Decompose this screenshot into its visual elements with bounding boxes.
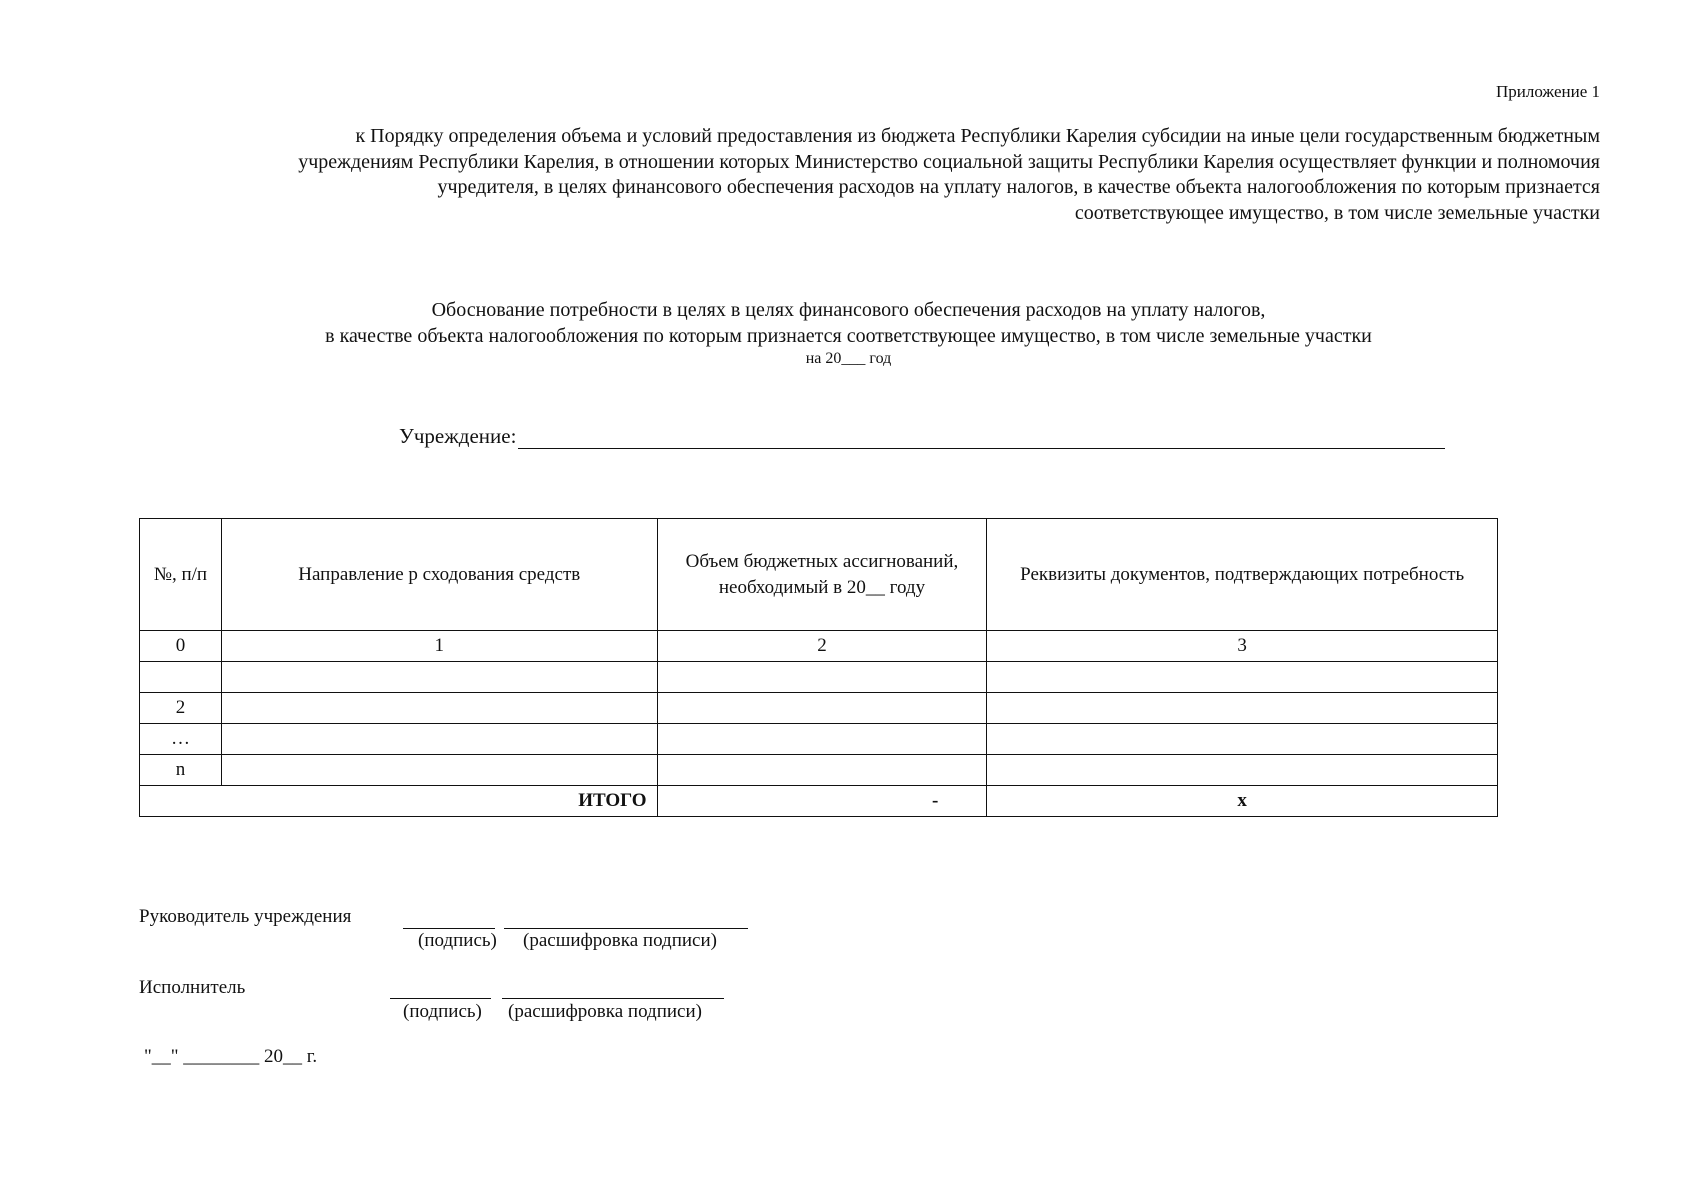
table-cell xyxy=(987,662,1498,693)
annex-text-line: соответствующее имущество, в том числе земельные участки xyxy=(1074,201,1600,224)
table-row xyxy=(140,693,1498,724)
table-row xyxy=(140,755,1498,786)
head-decode-line xyxy=(504,928,748,929)
executor-decode-line xyxy=(502,998,724,999)
annex-text-line: к Порядку определения объема и условий предоставления из бюджета Республики Карелия субсидии на иные цели государственным бюджетным xyxy=(355,125,1600,147)
table-cell xyxy=(657,693,987,724)
annex-text-line: учредителя, в целях финансового обеспечения расходов на уплату налогов, в качестве объекта налогообложения по которым признается xyxy=(437,176,1600,198)
table-cell xyxy=(987,755,1498,786)
column-number: 2 xyxy=(657,631,987,662)
head-signature-line xyxy=(403,928,495,929)
table-cell xyxy=(221,755,657,786)
annex-label: Приложение 1 xyxy=(1496,82,1600,101)
head-decode-caption: (расшифровка подписи) xyxy=(523,930,717,951)
date-line: "__" ________ 20__ г. xyxy=(144,1046,318,1067)
header-documents: Реквизиты документов, подтверждающих потребность xyxy=(987,519,1498,631)
title-line: Обоснование потребности в целях в целях финансового обеспечения расходов на уплату налогов, xyxy=(431,299,1266,321)
header-direction: Направление р сходования средств xyxy=(221,519,657,631)
total-docs: x xyxy=(987,786,1498,817)
total-row xyxy=(140,786,1498,817)
table-cell xyxy=(987,693,1498,724)
table-cell xyxy=(657,755,987,786)
column-numbers-row xyxy=(140,631,1498,662)
annex-text xyxy=(130,124,1600,226)
column-number: 0 xyxy=(140,631,222,662)
header-number: №, п/п xyxy=(140,519,222,631)
executor-label: Исполнитель xyxy=(139,977,246,998)
executor-decode-caption: (расшифровка подписи) xyxy=(508,1001,702,1022)
column-number: 1 xyxy=(221,631,657,662)
table-cell: 2 xyxy=(140,693,222,724)
title-year: на 20___ год xyxy=(805,350,892,367)
header-volume: Объем бюджетных ассигнований, необходимый в 20__ году xyxy=(657,519,987,631)
executor-signature-caption: (подпись) xyxy=(403,1001,482,1022)
table-row xyxy=(140,724,1498,755)
head-label: Руководитель учреждения xyxy=(139,906,352,927)
table-cell xyxy=(221,662,657,693)
institution-fill-line xyxy=(518,426,1445,449)
table-cell xyxy=(221,724,657,755)
total-sum: - xyxy=(657,786,987,817)
table-cell xyxy=(140,662,222,693)
document-title xyxy=(0,298,1697,369)
table-cell: … xyxy=(140,724,222,755)
institution-label: Учреждение: xyxy=(399,424,517,448)
table-row xyxy=(140,662,1498,693)
executor-signature-line xyxy=(390,998,491,999)
needs-table xyxy=(139,518,1498,817)
table-header-row xyxy=(140,519,1498,631)
table-cell xyxy=(657,724,987,755)
column-number: 3 xyxy=(987,631,1498,662)
total-label: ИТОГО xyxy=(140,786,658,817)
table-cell: n xyxy=(140,755,222,786)
table-cell xyxy=(987,724,1498,755)
table-cell xyxy=(221,693,657,724)
head-signature-caption: (подпись) xyxy=(418,930,497,951)
institution-field xyxy=(399,424,1445,449)
table-cell xyxy=(657,662,987,693)
annex-text-line: учреждениям Республики Карелия, в отношении которых Министерство социальной защиты Республики Карелия осуществляет функции и полномочия xyxy=(298,150,1600,173)
title-line: в качестве объекта налогообложения по которым признается соответствующее имущество, в том числе земельные участки xyxy=(325,324,1372,347)
